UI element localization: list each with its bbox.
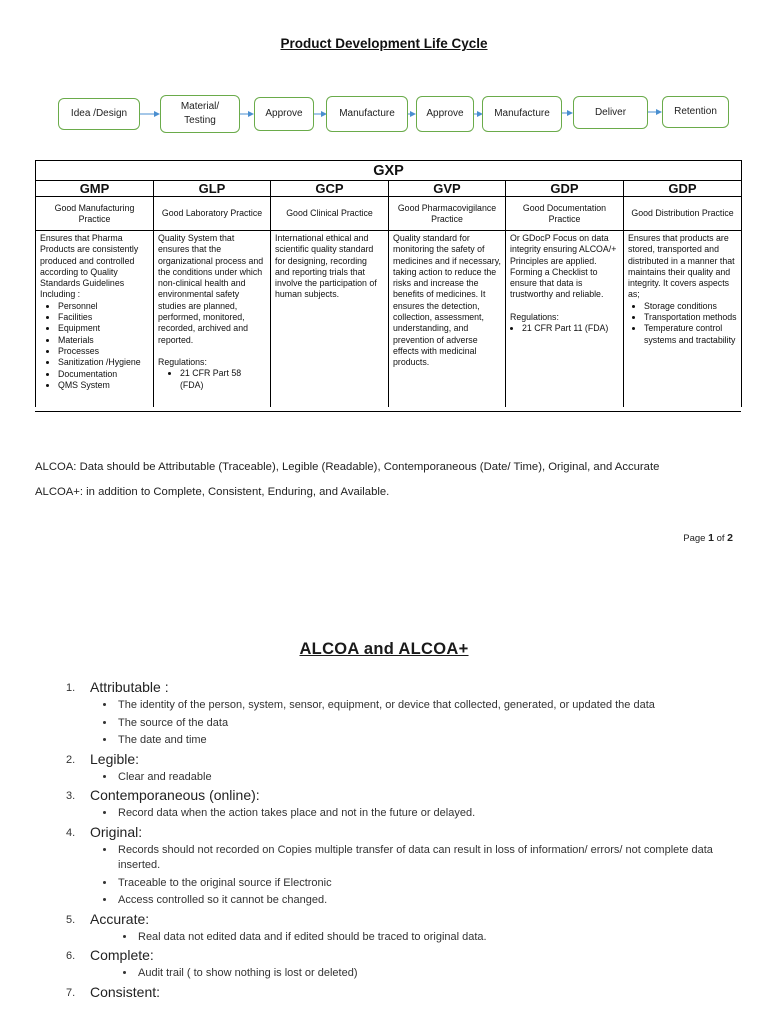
gxp-col-abbr-glp: GLP — [154, 181, 271, 197]
flow-step-approve-2: Approve — [416, 96, 474, 132]
alcoa-item-number: 3. — [66, 790, 76, 802]
list-item: • 21 CFR Part 11 (FDA) — [522, 323, 619, 334]
gxp-col-full-gdistp: Good Distribution Practice — [624, 197, 742, 231]
gxp-desc-text: Ensures that Pharma Products are consistently produced and controlled according to Quality Standards Guidelines Including : — [40, 233, 139, 300]
flow-step-manufacture: Manufacture — [326, 96, 408, 132]
alcoa-item-number: 4. — [66, 826, 76, 839]
alcoa-item-number: 5. — [66, 913, 76, 926]
alcoa-item — [66, 983, 726, 1001]
alcoa-item-bullets — [90, 698, 726, 749]
alcoa-item-title: Attributable : — [90, 679, 169, 695]
gxp-table-title: GXP — [36, 161, 742, 181]
list-item: • Processes — [58, 346, 149, 357]
list-item: • Personnel — [58, 301, 149, 312]
list-item: • Record data when the action takes place and not in the future or delayed. — [116, 806, 726, 822]
gxp-bullet-list — [40, 301, 149, 391]
flow-step-material-testing: Material/ Testing — [160, 95, 240, 133]
gxp-fullname-row — [36, 197, 742, 231]
gxp-description-row — [36, 231, 742, 408]
list-item: • 21 CFR Part 58 (FDA) — [180, 368, 266, 391]
alcoa-item-title: Accurate: — [90, 910, 150, 927]
flow-step-idea-design: Idea /Design — [58, 98, 140, 130]
alcoa-item-bullets — [90, 966, 726, 982]
gxp-col-abbr-gdistp: GDP — [624, 181, 742, 197]
gxp-col-abbr-gdocp: GDP — [506, 181, 624, 197]
flow-arrows — [0, 0, 768, 160]
page-total: 2 — [727, 532, 733, 544]
alcoa-item-number: 7. — [66, 986, 76, 999]
table-bottom-border — [35, 411, 741, 412]
gxp-col-abbr-gvp: GVP — [389, 181, 506, 197]
gxp-bullet-list — [158, 368, 266, 391]
regulations-label: Regulations: — [510, 311, 559, 322]
list-item: • Materials — [58, 335, 149, 346]
gxp-col-full-gmp: Good Manufacturing Practice — [36, 197, 154, 231]
gxp-desc-text: International ethical and scientific quality standard for designing, recording and reporting trials that involve the participation of human subjects. — [275, 233, 377, 300]
alcoa-item-title: Original: — [90, 823, 143, 840]
list-item: • Documentation — [58, 369, 149, 380]
list-item: • The source of the data — [116, 716, 726, 732]
alcoa-item-number: 6. — [66, 950, 76, 962]
alcoa-item — [66, 678, 726, 749]
flow-step-manufacture-2: Manufacture — [482, 96, 562, 132]
alcoa-definition: ALCOA: Data should be Attributable (Traceable), Legible (Readable), Contemporaneous (Date/ Time), Original, and Accurate — [35, 461, 660, 473]
gxp-abbr-row — [36, 181, 742, 197]
page-prefix: Page — [683, 533, 706, 544]
gxp-desc-glp — [154, 231, 271, 408]
document-title: Product Development Life Cycle — [280, 36, 488, 51]
alcoa-item — [66, 750, 726, 786]
list-item: • Transportation methods — [644, 312, 737, 323]
alcoa-item — [66, 910, 726, 946]
page-number — [683, 532, 733, 544]
gxp-col-full-gcp: Good Clinical Practice — [271, 197, 389, 231]
list-item: • Storage conditions — [644, 301, 737, 312]
alcoa-item-bullets — [90, 770, 726, 786]
list-item: • Traceable to the original source if Electronic — [116, 876, 726, 892]
alcoa-item — [66, 946, 726, 982]
gxp-desc-text: Quality standard for monitoring the safety of medicines and if necessary, taking action to reduce the risks and increase the benefits of medicines. It ensures the detection, collection, assessment, understanding, and prevention of adverse effects with medicinal products. — [393, 233, 501, 368]
list-item: • Clear and readable — [116, 770, 726, 786]
gxp-table — [35, 160, 742, 407]
gxp-desc-gcp — [271, 231, 389, 408]
alcoa-item-number: 2. — [66, 753, 76, 766]
alcoa-item — [66, 786, 726, 822]
gxp-col-full-glp: Good Laboratory Practice — [154, 197, 271, 231]
gxp-col-abbr-gcp: GCP — [271, 181, 389, 197]
gxp-desc-text: Or GDocP Focus on data integrity ensuring ALCOA/+ Principles are applied. Forming a Checklist to ensure that data is trustworthy and reliable. — [510, 233, 617, 300]
flow-step-approve: Approve — [254, 97, 314, 131]
list-item: • Audit trail ( to show nothing is lost or deleted) — [136, 966, 726, 982]
gxp-col-abbr-gmp: GMP — [36, 181, 154, 197]
gxp-bullet-list — [510, 323, 619, 334]
flow-step-deliver: Deliver — [573, 96, 648, 129]
alcoa-item-bullets — [90, 843, 726, 909]
gxp-desc-gdocp — [506, 231, 624, 408]
list-item: • Sanitization /Hygiene — [58, 357, 149, 368]
list-item: • Facilities — [58, 312, 149, 323]
alcoa-item — [66, 823, 726, 909]
regulations-label: Regulations: — [158, 356, 207, 367]
gxp-desc-gdistp — [624, 231, 742, 408]
list-item: • Access controlled so it cannot be changed. — [116, 893, 726, 909]
alcoa-item-title: Complete: — [90, 947, 154, 963]
list-item: • The identity of the person, system, sensor, equipment, or device that collected, generated, or updated the data — [116, 698, 726, 714]
page-current: 1 — [708, 532, 714, 544]
list-item: • Real data not edited data and if edited should be traced to original data. — [136, 930, 726, 946]
alcoa-item-bullets — [90, 930, 726, 946]
alcoa-list — [66, 678, 726, 1001]
alcoa-plus-definition: ALCOA+: in addition to Complete, Consistent, Enduring, and Available. — [35, 486, 390, 498]
flow-step-retention: Retention — [662, 96, 729, 128]
alcoa-heading: ALCOA and ALCOA+ — [299, 640, 469, 658]
page-of: of — [716, 533, 725, 544]
gxp-col-full-gvp: Good Pharmacovigilance Practice — [389, 197, 506, 231]
gxp-col-full-gdocp: Good Documentation Practice — [506, 197, 624, 231]
gxp-desc-gvp — [389, 231, 506, 408]
alcoa-item-title: Consistent: — [90, 983, 161, 1000]
list-item: • Temperature control systems and tractability — [644, 323, 737, 346]
list-item: • The date and time — [116, 733, 726, 749]
gxp-desc-gmp — [36, 231, 154, 408]
list-item: • Records should not recorded on Copies multiple transfer of data can result in loss of information/ errors/ not complete data inserted. — [116, 843, 726, 874]
gxp-bullet-list — [628, 301, 737, 346]
list-item: • Equipment — [58, 323, 149, 334]
gxp-desc-text: Ensures that products are stored, transported and distributed in a manner that maintains their quality and integrity. It covers aspects as; — [628, 233, 735, 300]
list-item: • QMS System — [58, 380, 149, 391]
alcoa-item-title: Legible: — [90, 750, 140, 767]
alcoa-item-number: 1. — [66, 682, 76, 694]
gxp-desc-text: Quality System that ensures that the organizational process and the conditions under which non-clinical health and environmental safety studies are planned, performed, monitored, recorded, archived and reported. — [158, 233, 264, 345]
alcoa-item-title: Contemporaneous (online): — [90, 787, 260, 803]
alcoa-item-bullets — [90, 806, 726, 822]
